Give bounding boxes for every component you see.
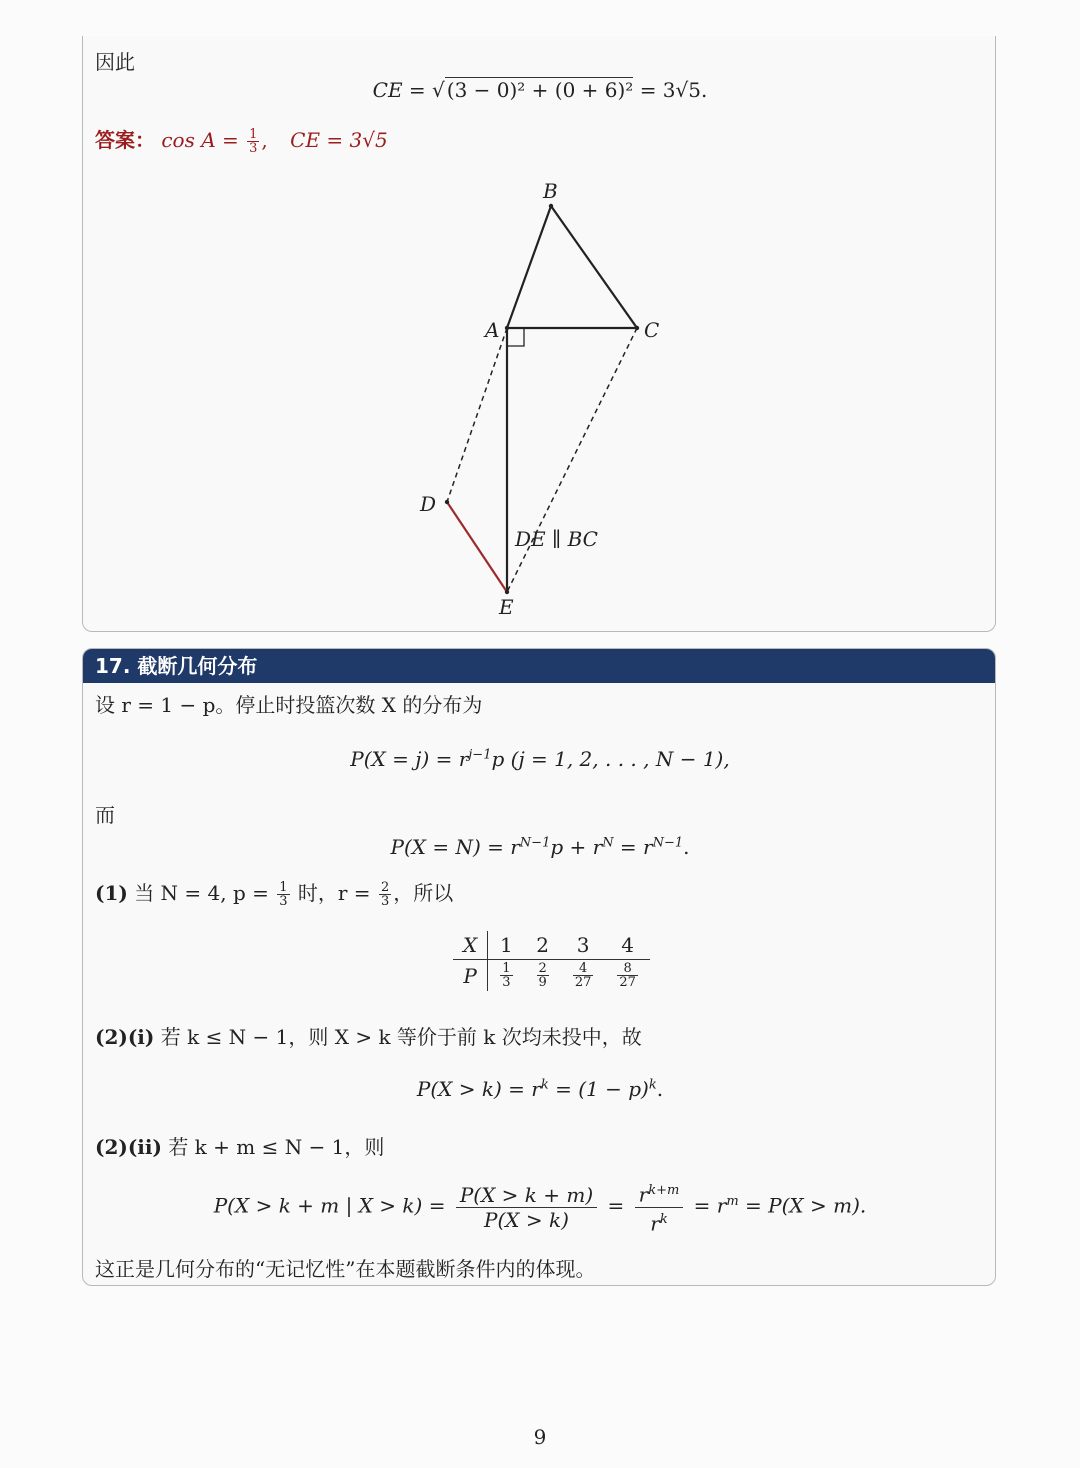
label-e: E: [499, 595, 514, 619]
table-head-p: P: [453, 960, 488, 992]
eq-lhs: CE: [372, 78, 403, 102]
distribution-table: [453, 931, 650, 991]
label-b: B: [543, 179, 558, 203]
point-d: [445, 500, 449, 504]
ce-equation: CE = √ (3 − 0)² + (0 + 6)² = 3√5.: [372, 78, 708, 102]
eq-result: = 3√5.: [639, 78, 708, 102]
page-number: 9: [533, 1425, 547, 1449]
part-2ii-line: (2)(ii) 若 k + m ≤ N − 1，则: [95, 1135, 385, 1159]
table-x-2: 2: [525, 931, 561, 960]
line-distribution-intro: 设 r = 1 − p。停止时投篮次数 X 的分布为: [95, 693, 483, 717]
label-d: D: [420, 492, 437, 516]
eq-memoryless: P(X > k + m | X > k) = $\frac{P(X > k + m)}{P(X > k)}$ = $\frac{r^{k+m}}{r^k}$ = $r^m = P(X > m)$.: [83, 1179, 996, 1235]
solution-box-previous: [82, 36, 996, 632]
part-1-label: (1): [95, 881, 128, 905]
label-de-parallel-bc: DE ∥ BC: [515, 527, 598, 551]
segment-ab: [507, 206, 551, 328]
part-2i-label: (2)(i): [95, 1025, 155, 1049]
answer-cos-fraction: $\frac{1}{3}$: [249, 127, 258, 156]
right-angle-mark: [507, 328, 524, 346]
point-e: [505, 590, 509, 594]
eq-tail-prob: $P(X > k) = r^k = (1 - p)^k$.: [416, 1077, 664, 1101]
segment-bc: [551, 206, 637, 328]
eq-radicand: (3 − 0)² + (0 + 6)²: [446, 78, 634, 102]
table-head-x: X: [453, 931, 488, 960]
answer-separator: ,: [261, 128, 268, 152]
part-2ii-label: (2)(ii): [95, 1135, 162, 1159]
eq-pmf: $P(X = j) = r^{j-1}p$ (j = 1, 2, . . . , N − 1),: [350, 747, 730, 771]
conclusion-text: 这正是几何分布的“无记忆性”在本题截断条件内的体现。: [95, 1257, 596, 1281]
table-x-3: 3: [561, 931, 606, 960]
part-1-line: (1) 当 N = 4, p = $\frac{1}{3}$ 时，r = $\frac{2}{3}$ ，所以: [95, 880, 454, 909]
line-er: 而: [95, 803, 115, 827]
geometry-figure: [83, 36, 997, 632]
point-a: [505, 326, 509, 330]
answer-cos: cos A =: [161, 128, 239, 152]
table-x-4: 4: [605, 931, 650, 960]
answer-ce: CE = 3√5: [290, 128, 388, 152]
table-p-1: $\frac{1}{3}$: [502, 961, 511, 990]
eq-p-x-n: $P(X = N) = r^{N-1}p + r^N = r^{N-1}$.: [390, 835, 690, 859]
segment-de: [447, 502, 507, 592]
table-p-3: $\frac{4}{27}$: [574, 961, 592, 990]
label-c: C: [644, 318, 660, 342]
problem-17-box: [82, 648, 996, 1286]
label-a: A: [485, 318, 500, 342]
answer-label: 答案：: [95, 128, 155, 152]
intro-text: 因此: [95, 50, 135, 74]
table-p-2: $\frac{2}{9}$: [538, 961, 547, 990]
point-b: [549, 204, 553, 208]
problem-17-title: 17. 截断几何分布: [83, 649, 995, 683]
segment-ce-dashed: [507, 328, 637, 592]
part-2i-line: (2)(i) 若 k ≤ N − 1，则 X > k 等价于前 k 次均未投中，故: [95, 1025, 642, 1049]
table-p-4: $\frac{8}{27}$: [619, 961, 636, 990]
point-c: [635, 326, 639, 330]
table-x-1: 1: [488, 931, 525, 960]
segment-ad-dashed: [447, 328, 507, 502]
